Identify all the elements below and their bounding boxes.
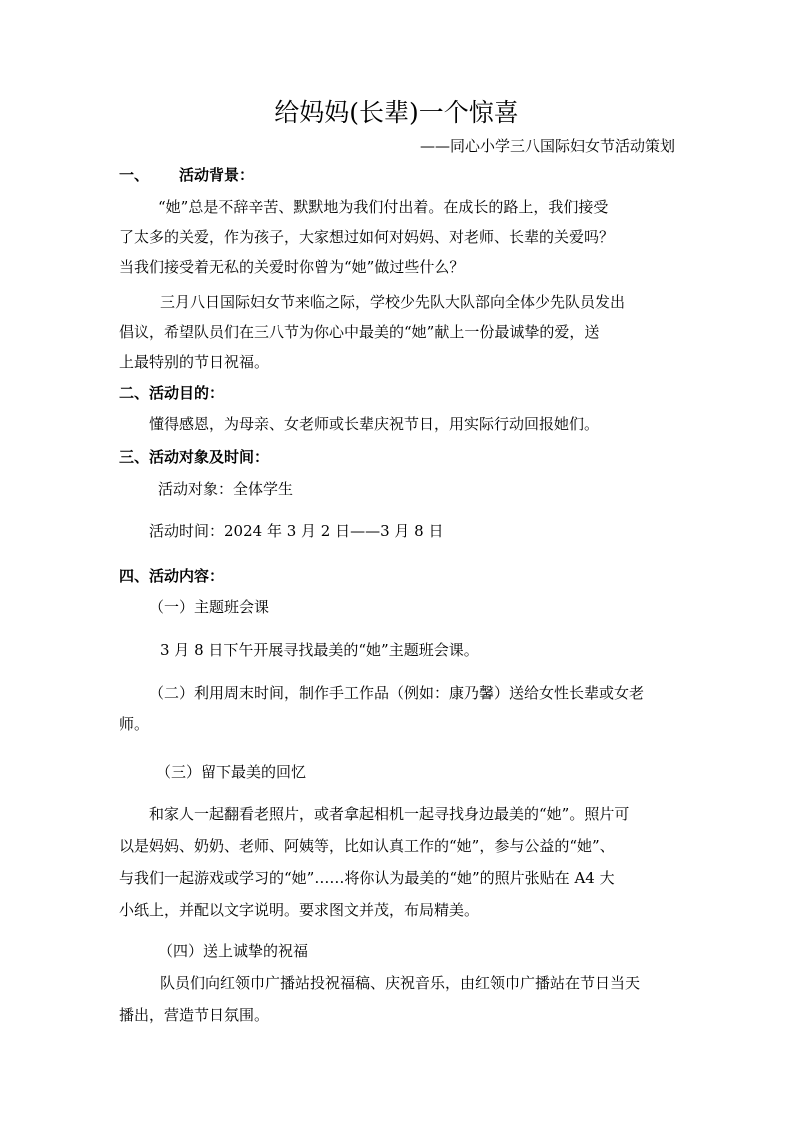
- content-item2-line2: 师。: [119, 715, 150, 733]
- content-item3-line3: 与我们一起游戏或学习的“她”……将你认为最美的“她”的照片张贴在 A4 大: [119, 869, 615, 887]
- document-title: 给妈妈(长辈)一个惊喜: [274, 98, 519, 127]
- section-1-title: 活动背景：: [179, 166, 255, 184]
- activity-target: 活动对象：全体学生: [158, 480, 294, 498]
- purpose-text: 懂得感恩，为母亲、女老师或长辈庆祝节日，用实际行动回报她们。: [149, 415, 600, 433]
- content-item4-title: （四）送上诚挚的祝福: [158, 942, 309, 960]
- section-4-heading: 四、活动内容：: [119, 567, 225, 585]
- background-para2-line2: 倡议，希望队员们在三八节为你心中最美的“她”献上一份最诚挚的爱，送: [119, 323, 600, 341]
- background-para1-line3: 当我们接受着无私的关爱时你曾为“她”做过些什么？: [119, 258, 465, 276]
- content-item3-line2: 以是妈妈、奶奶、老师、阿姨等，比如认真工作的“她”，参与公益的“她”、: [119, 837, 615, 855]
- background-para2-line1: 三月八日国际妇女节来临之际，学校少先队大队部向全体少先队员发出: [160, 293, 626, 311]
- section-3-heading: 三、活动对象及时间：: [119, 448, 270, 466]
- content-item1-text: 3 月 8 日下午开展寻找最美的“她”主题班会课。: [160, 641, 479, 659]
- content-item3-line1: 和家人一起翻看老照片，或者拿起相机一起寻找身边最美的“她”。照片可: [149, 805, 630, 823]
- content-item4-line2: 播出，营造节日氛围。: [119, 1006, 270, 1024]
- content-item2-line1: （二）利用周末时间，制作手工作品（例如：康乃馨）送给女性长辈或女老: [149, 684, 645, 702]
- section-1-number: 一、: [119, 166, 150, 184]
- background-para1-line2: 了太多的关爱，作为孩子，大家想过如何对妈妈、对老师、长辈的关爱吗？: [119, 228, 615, 246]
- activity-time: 活动时间：2024 年 3 月 2 日——3 月 8 日: [149, 522, 444, 540]
- document-subtitle: ——同心小学三八国际妇女节活动策划: [419, 137, 675, 155]
- background-para1-line1: “她”总是不辞辛苦、默默地为我们付出着。在成长的路上，我们接受: [158, 198, 609, 216]
- content-item4-line1: 队员们向红领巾广播站投祝福稿、庆祝音乐，由红领巾广播站在节日当天: [160, 974, 641, 992]
- content-item3-title: （三）留下最美的回忆: [156, 763, 307, 781]
- background-para2-line3: 上最特别的节日祝福。: [119, 353, 270, 371]
- section-2-heading: 二、活动目的：: [119, 384, 225, 402]
- section-1-heading: [119, 165, 254, 185]
- content-item3-line4: 小纸上，并配以文字说明。要求图文并茂，布局精美。: [119, 901, 480, 919]
- content-item1-title: （一）主题班会课: [149, 598, 270, 616]
